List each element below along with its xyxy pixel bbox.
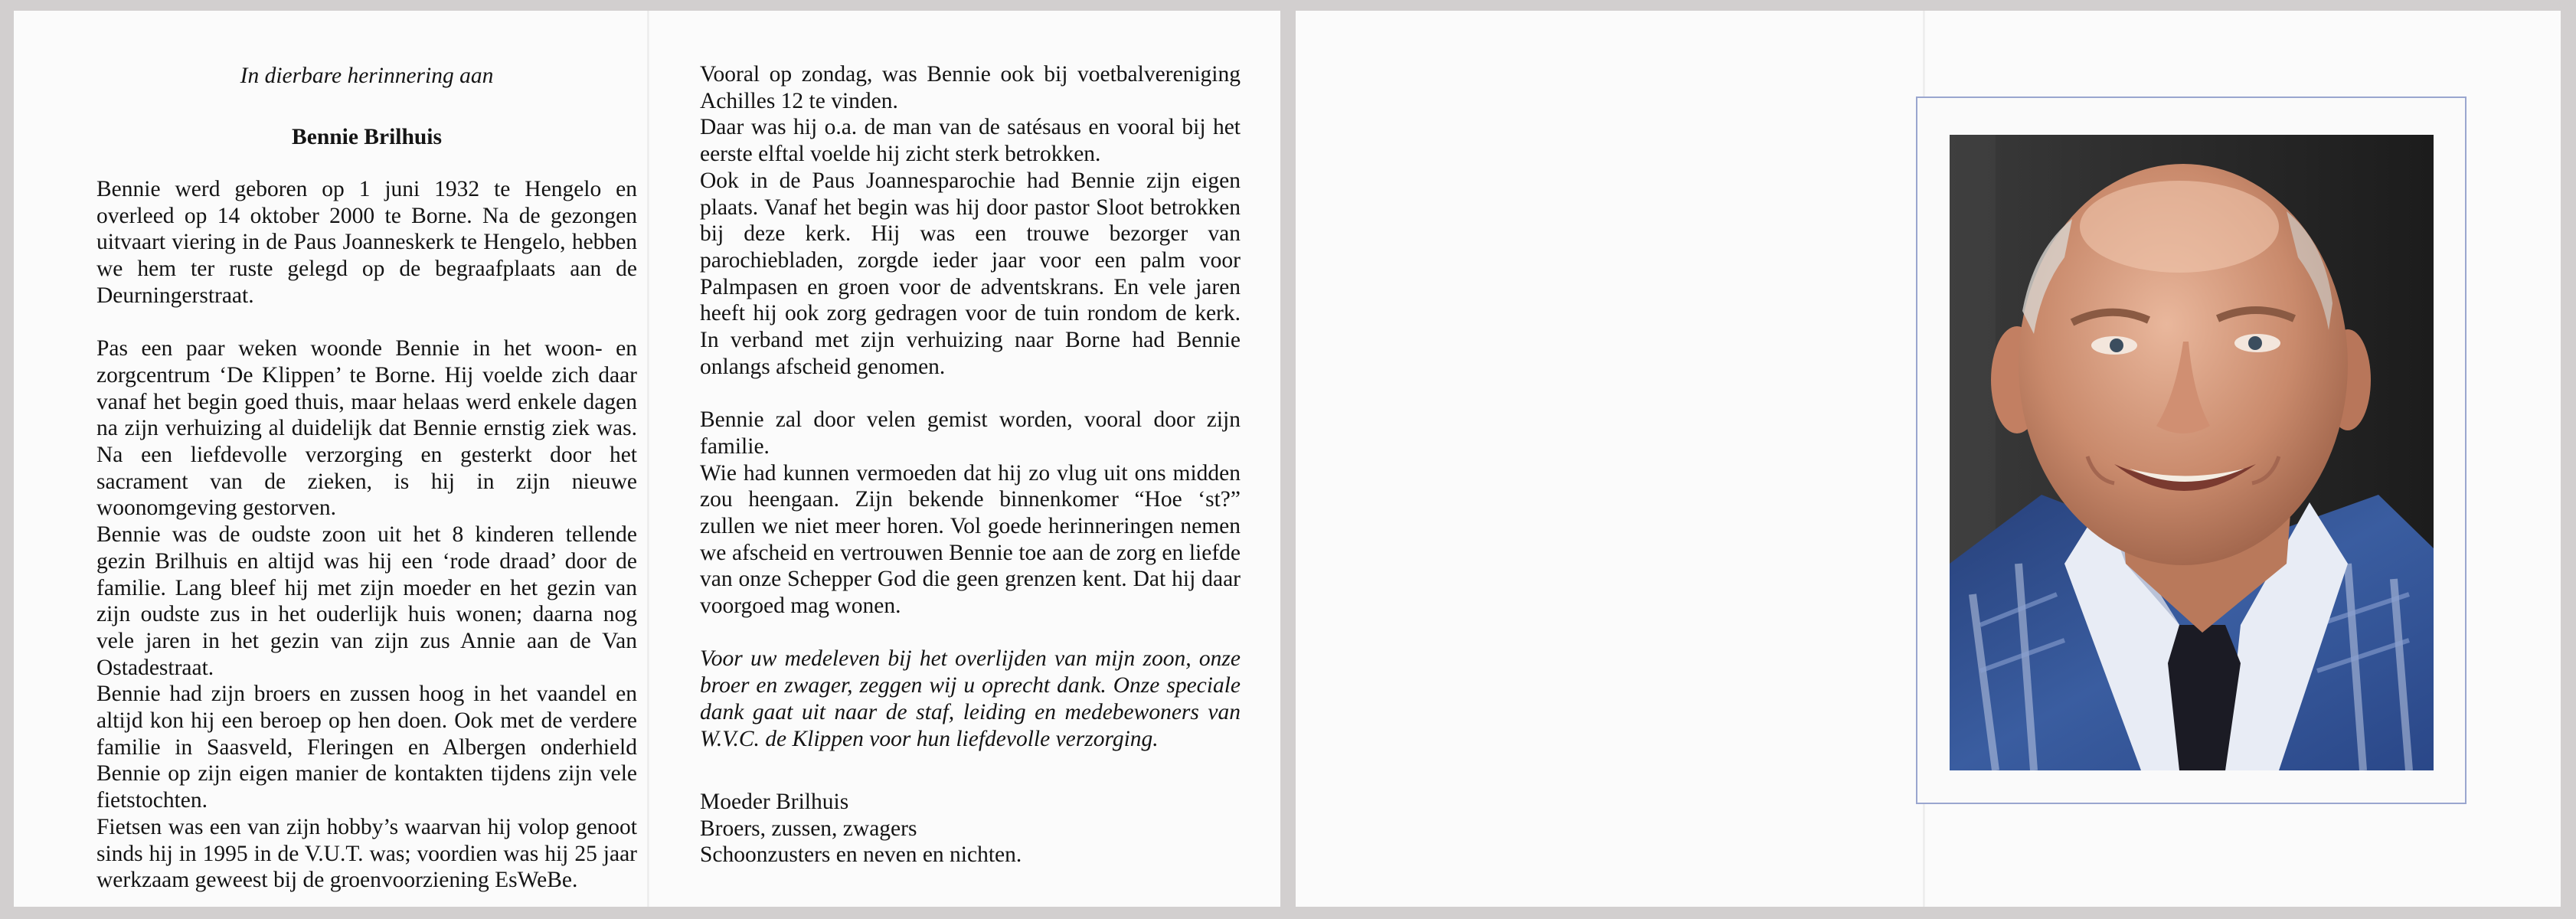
card-fold-line: [647, 11, 649, 907]
paragraph-care-home: Pas een paar weken woonde Bennie in het woon- en zorgcentrum ‘De Klippen’ te Borne. Hij voelde zich daar vanaf het begin goed thuis, maar helaas werd enkele dagen na zijn verhuizing al duidelijk dat Bennie ernstig ziek was. Na een liefdevolle verzorging en gesterkt door het sacrament van de zieken, is hij in zijn nieuwe woonomgeving gestorven.: [96, 336, 637, 521]
paragraph-satesaus: Daar was hij o.a. de man van de satésaus en vooral bij het eerste elftal voelde hij zicht sterk betrokken.: [700, 115, 1241, 167]
signature-in-laws: Schoonzusters en neven en nichten.: [700, 842, 1022, 868]
paragraph-football: Vooral op zondag, was Bennie ook bij voetbalvereniging Achilles 12 te vinden.: [700, 62, 1241, 113]
obituary-text-part-1: [96, 176, 637, 894]
photo-frame: [1916, 96, 2466, 804]
paragraph-siblings: Bennie had zijn broers en zussen hoog in het vaandel en altijd kon hij een beroep op hen doen. Ook met de verdere familie in Saasveld, Fleringen en Albergen onderhield Bennie op zijn eigen manier de kontakten tijdens zijn vele fietstochten.: [96, 682, 637, 813]
signature-block: [700, 789, 1241, 868]
deceased-name: Bennie Brilhuis: [292, 125, 442, 149]
obituary-text-part-2: [700, 61, 1241, 752]
paragraph-birth-death: Bennie werd geboren op 1 juni 1932 te Hengelo en overleed op 14 oktober 2000 te Borne. Na de gezongen uitvaart viering in de Paus Joanneskerk te Hengelo, hebben we hem ter ruste gelegd op de begraafplaats aan de Deurningerstraat.: [96, 177, 637, 308]
signature-siblings: Broers, zussen, zwagers: [700, 816, 917, 841]
paragraph-cycling: Fietsen was een van zijn hobby’s waarvan hij volop genoot sinds hij in 1995 in de V.U.T. was; voordien was hij 25 jaar werkzaam geweest bij de groenvoorziening EsWeBe.: [96, 814, 637, 893]
signature-mother: Moeder Brilhuis: [700, 790, 849, 814]
portrait-illustration: [1950, 135, 2434, 770]
paragraph-missed: Bennie zal door velen gemist worden, vooral door zijn familie.: [700, 407, 1241, 459]
paragraph-family: Bennie was de oudste zoon uit het 8 kinderen tellende gezin Brilhuis en altijd was hij een ‘rode draad’ door de familie. Lang bleef hij met zijn moeder en het gezin van zijn oudste zus in het ouderlijk huis wonen; daarna nog vele jaren in het gezin van zijn zus Annie aan de Van Ostadestraat.: [96, 522, 637, 680]
paragraph-farewell: Wie had kunnen vermoeden dat hij zo vlug uit ons midden zou heengaan. Zijn bekende binnenkomer “Hoe ‘st?” zullen we niet meer horen. Vol goede herinneringen nemen we afscheid en vertrouwen Bennie toe aan de zorg en liefde van onze Schepper God die geen grenzen kent. Dat hij daar voorgoed mag wonen.: [700, 460, 1241, 619]
portrait-photo: [1950, 135, 2434, 770]
memorial-heading: In dierbare herinnering aan: [240, 64, 494, 88]
paragraph-thanks: Voor uw medeleven bij het overlijden van mijn zoon, onze broer en zwager, zeggen wij u oprecht dank. Onze speciale dank gaat uit naar de staf, leiding en medebewoners van W.V.C. de Klippen voor hun liefdevolle verzorging.: [700, 646, 1241, 751]
card-outer-spread: [1296, 11, 2561, 907]
card-inner-spread: [14, 11, 1280, 907]
paragraph-parish: Ook in de Paus Joannesparochie had Bennie zijn eigen plaats. Vanaf het begin was hij door pastor Sloot betrokken bij deze kerk. Hij was een trouwe bezorger van parochiebladen, zorgde ieder jaar voor een palm voor Palmpasen en groen voor de adventskrans. En vele jaren heeft hij ook zorg gedragen voor de tuin rondom de kerk. In verband met zijn verhuizing naar Borne had Bennie onlangs afscheid genomen.: [700, 168, 1241, 379]
